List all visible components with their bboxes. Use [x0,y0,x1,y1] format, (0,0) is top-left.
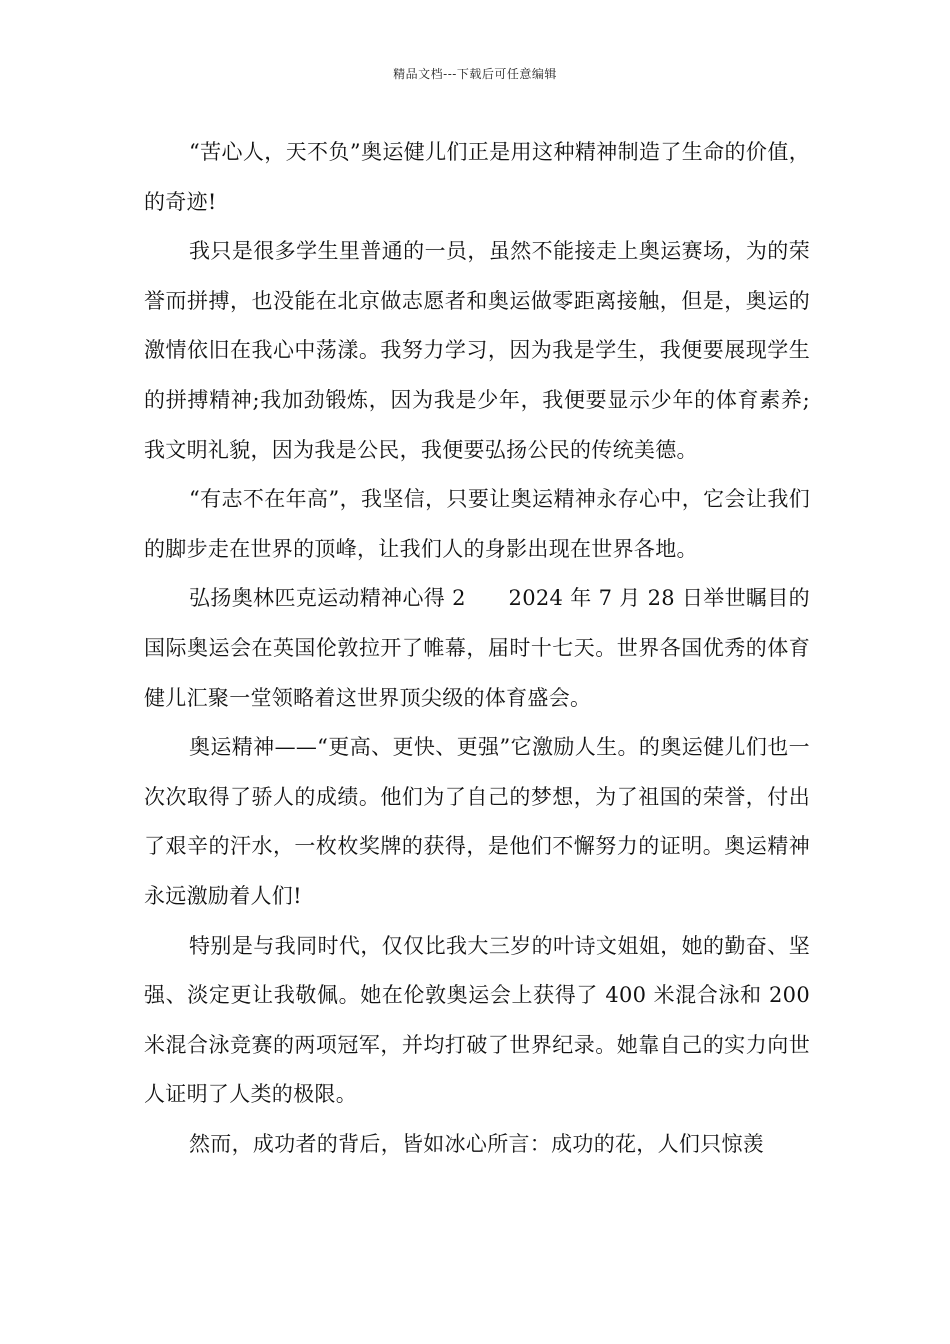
document-body [144,128,810,1169]
header-note: 精品文档---下载后可任意编辑 [393,67,557,81]
paragraph-5: 奥运精神——“更高、更快、更强”它激励人生。的奥运健儿们也一次次取得了骄人的成绩。他们为了自己的梦想，为了祖国的荣誉，付出了艰辛的汗水，一枚枚奖牌的获得，是他们不懈努力的证明。奥运精神永远激励着人们! [144,735,810,908]
paragraph-3: “有志不在年高”，我坚信，只要让奥运精神永存心中，它会让我们的脚步走在世界的顶峰，让我们人的身影出现在世界各地。 [144,487,810,561]
paragraph-4: 弘扬奥林匹克运动精神心得 2 2024 年 7 月 28 日举世瞩目的国际奥运会在英国伦敦拉开了帷幕，届时十七天。世界各国优秀的体育健儿汇聚一堂领略着这世界顶尖级的体育盛会。 [144,586,810,710]
paragraph-1: “苦心人，天不负”奥运健儿们正是用这种精神制造了生命的价值，的奇迹! [144,140,810,214]
paragraph-2: 我只是很多学生里普通的一员，虽然不能接走上奥运赛场，为的荣誉而拼搏，也没能在北京做志愿者和奥运做零距离接触，但是，奥运的激情依旧在我心中荡漾。我努力学习，因为我是学生，我便要展现学生的拼搏精神;我加劲锻炼，因为我是少年，我便要显示少年的体育素养;我文明礼貌，因为我是公民，我便要弘扬公民的传统美德。 [144,239,810,462]
paragraph-6: 特别是与我同时代，仅仅比我大三岁的叶诗文姐姐，她的勤奋、坚强、淡定更让我敬佩。她在伦敦奥运会上获得了 400 米混合泳和 200 米混合泳竞赛的两项冠军，并均打破了世界纪录。她靠自己的实力向世人证明了人类的极限。 [144,933,810,1107]
paragraph-7: 然而，成功者的背后，皆如冰心所言：成功的花，人们只惊羡 [189,1131,765,1156]
